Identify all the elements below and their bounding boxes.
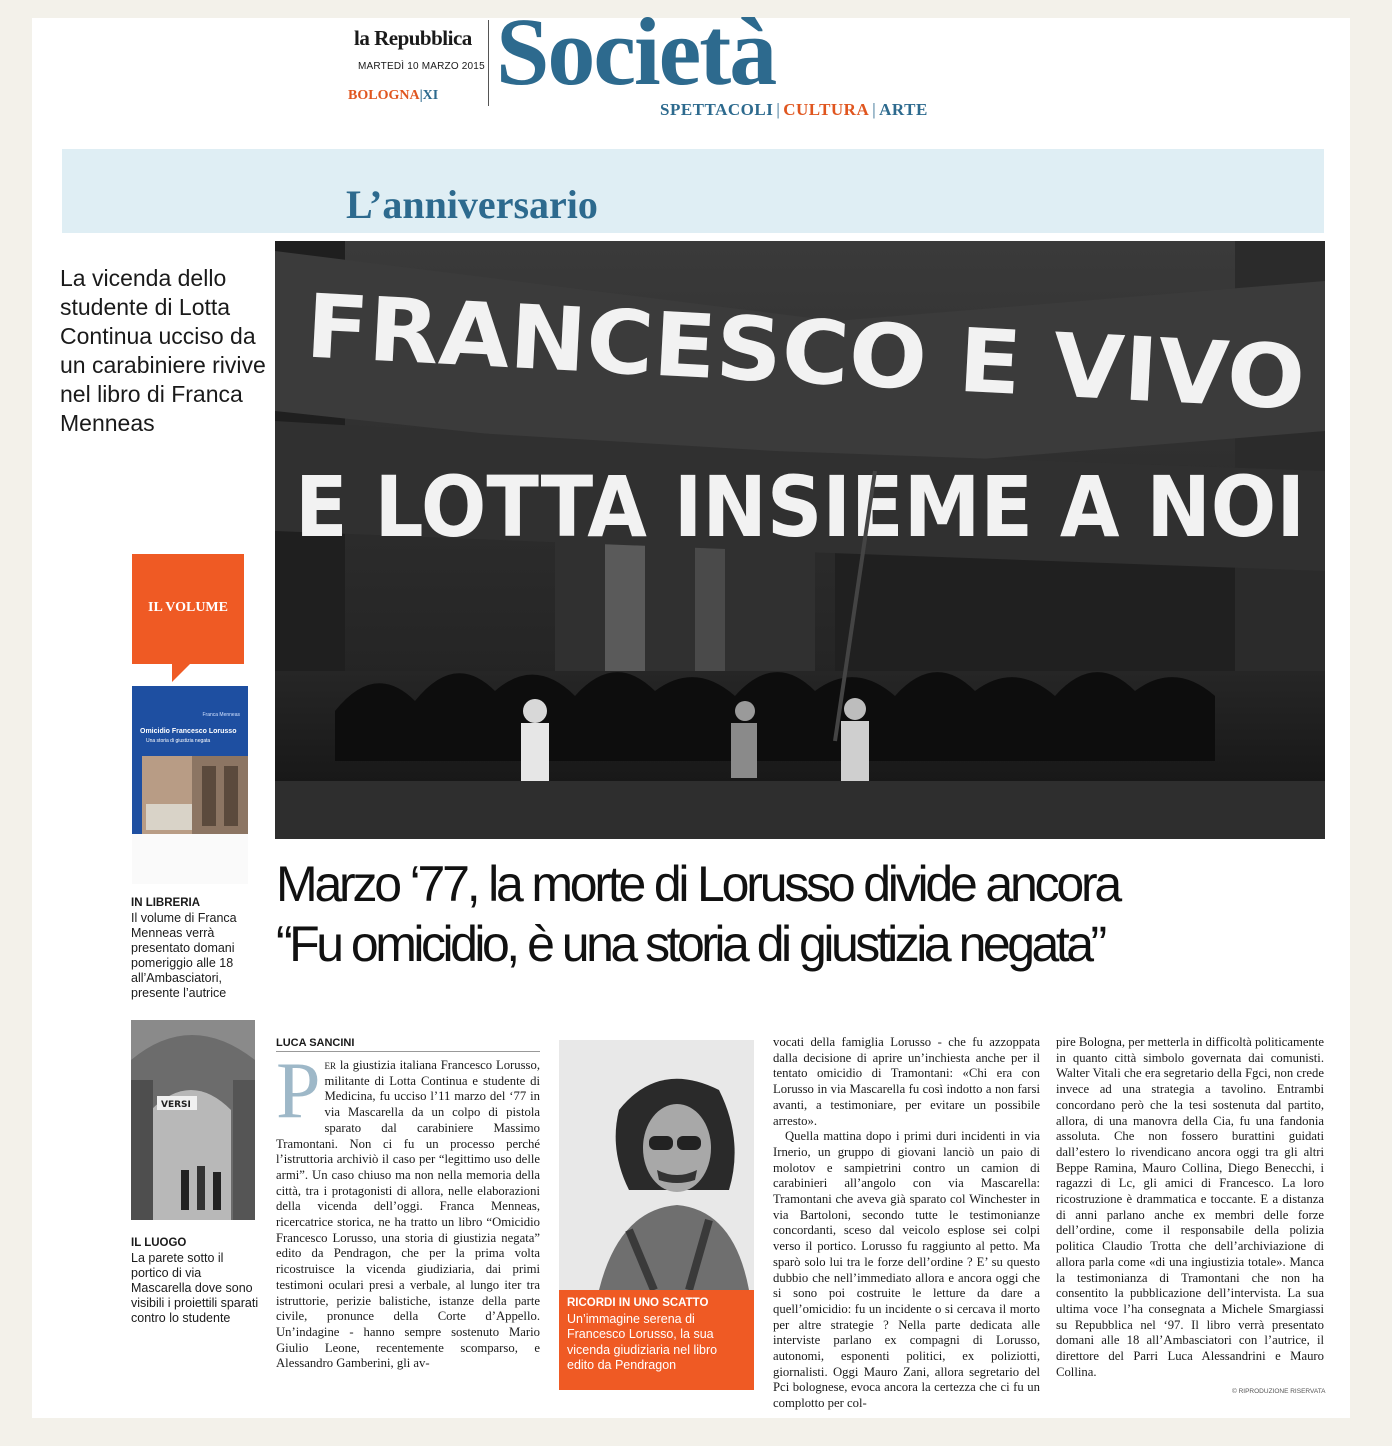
masthead-divider bbox=[488, 20, 489, 106]
issue-date: MARTEDÌ 10 MARZO 2015 bbox=[358, 61, 485, 72]
edition-city: BOLOGNA bbox=[348, 88, 420, 103]
volume-caption bbox=[131, 896, 261, 1001]
sub-cultura: CULTURA bbox=[783, 100, 870, 119]
article-paragraph bbox=[276, 1047, 540, 1372]
volume-label: IL VOLUME bbox=[148, 600, 228, 615]
book-cover bbox=[132, 686, 248, 834]
article-column-2 bbox=[773, 1035, 1040, 1412]
article-summary: La vicenda dello studente di Lotta Continua ucciso da un carabiniere rivive nel libro di Franca Menneas bbox=[60, 265, 266, 436]
masthead bbox=[282, 0, 1108, 146]
volume-label-box bbox=[132, 554, 244, 664]
main-photo bbox=[275, 241, 1325, 839]
byline: LUCA SANCINI bbox=[276, 1037, 540, 1052]
rubric-title: L’anniversario bbox=[346, 182, 598, 227]
copyright: © RIPRODUZIONE RISERVATA bbox=[1232, 1388, 1326, 1395]
article-column-1 bbox=[276, 1047, 540, 1372]
book-cover-photo bbox=[132, 686, 248, 834]
article-paragraph: pire Bologna, per metterla in difficoltà politicamente in quanto città simbolo governata dai comunisti. Walter Vitali che era segretario della Fgci, non crede invece ad una strategia a tavolino. Entrambi concordano però che la tesi sostenuta dal partito, allora, di una manovra della Cia, fu una fandonia assoluta. Che non fossero burattini guidati dall’estero lo rivendicano ancora oggi tra gli altri Beppe Ramina, Mauro Collina, Diego Benecchi, i ragazzi di Lc, gli amici di Francesco. La loro ricostruzione è drammatica e toccante. E a distanza di anni parlano anche ex membri delle forze dell’ordine, come il responsabile della polizia politica Claudio Trotta che dell’archiviazione di allora parla come «di una ingiustizia totale». Manca la testimonianza di Tramontani che non ha consentito la pubblicazione dell’intervista. La sua ultima voce l’ha consegnata a Michele Smargiassi su Repubblica nel ‘97. Il libro verrà presentato domani alle 18 all’Ambasciatori con l’autrice, il direttore del Parri Luca Alessandrini e Mauro Collina. bbox=[1056, 1035, 1324, 1379]
luogo-caption bbox=[131, 1236, 261, 1326]
banner-text-line1: FRANCESCO E VIVO bbox=[303, 274, 1269, 428]
banner-text-line2: E LOTTA INSIEME A NOI bbox=[295, 458, 1305, 556]
article-column-3 bbox=[1056, 1035, 1324, 1380]
lead-word: er bbox=[324, 1058, 337, 1072]
portrait-caption-text: Un’immagine serena di Francesco Lorusso, la sua vicenda giudiziaria nel libro edito da Pendragon bbox=[567, 1311, 718, 1372]
demonstration-photo bbox=[275, 241, 1325, 839]
edition-label: BOLOGNA|XI bbox=[348, 88, 439, 103]
sub-spettacoli: SPETTACOLI bbox=[660, 100, 774, 119]
dropcap: P bbox=[276, 1047, 321, 1135]
book-cover-footer bbox=[132, 834, 248, 884]
volume-caption-text: Il volume di Franca Menneas verrà presentato domani pomeriggio alle 18 all’Ambasciatori, presente l’autrice bbox=[131, 911, 237, 1000]
portrait-caption bbox=[559, 1290, 754, 1390]
volume-caption-heading: IN LIBRERIA bbox=[131, 897, 200, 909]
paper-name: la Repubblica bbox=[354, 26, 472, 50]
page-number: XI bbox=[422, 88, 439, 103]
newspaper-page bbox=[32, 0, 1350, 1418]
article-paragraph: Quella mattina dopo i primi duri incidenti in via Irnerio, un gruppo di giovani lanciò un paio di molotov e sampietrini contro un camion di carabinieri all’angolo con via Mascarella: Tramontani che aveva già sparato col Winchester in via Bartoloni, secondo tutte le testimonianze concordanti, sceso dal veicolo esplose sei colpi verso il portico. Lorusso fu raggiunto al petto. Ma sparò solo lui tra le forze dell’ordine ? E’ su questo dubbio che nell’immediato allora e ancora oggi che si sono poi costruite le letture da dare a quell’omicidio: fu un incidente o si cercava il morto per altre strategie ? Nella parte dedicata alle interviste parlano ex compagni di Lorusso, autonomi, esponenti politici, ex poliziotti, giornalisti. Oggi Mauro Zani, allora segretario del Pci bolognese, evoca ancora la certezza che ci fu un complotto per col- bbox=[773, 1129, 1040, 1411]
section-subtitle: SPETTACOLI | CULTURA | ARTE bbox=[660, 100, 928, 119]
section-title: Società bbox=[496, 0, 776, 105]
headline-line2: “Fu omicidio, è una storia di giustizia negata” bbox=[276, 916, 1104, 972]
book-subtitle: Una storia di giustizia negata bbox=[146, 738, 211, 744]
luogo-caption-text: La parete sotto il portico di via Mascarella dove sono visibili i proiettili sparati contro lo studente bbox=[131, 1251, 259, 1325]
portrait-caption-heading: RICORDI IN UNO SCATTO bbox=[567, 1297, 709, 1309]
luogo-caption-heading: IL LUOGO bbox=[131, 1237, 187, 1249]
portrait-photo bbox=[559, 1040, 754, 1290]
portico-photo bbox=[131, 1020, 255, 1220]
article-paragraph: vocati della famiglia Lorusso - che fu azzoppata dalla decisione di aprire un’inchiesta anche per il tentato omicidio di Tramontani: «Chi era con Lorusso in via Mascarella fu così indotto a non farsi avanti, a testimoniare, per evitare un possibile arresto». bbox=[773, 1035, 1040, 1128]
rubric-band bbox=[62, 149, 1324, 233]
headline-line1: Marzo ‘77, la morte di Lorusso divide ancora bbox=[276, 856, 1120, 912]
column-1-text: la giustizia italiana Francesco Lorusso, militante di Lotta Continua e studente di Medicina, fu ucciso l’11 marzo del ‘77 in via Mascarella da un colpo di pistola sparato dal carabiniere Massimo Tramontani. Non ci fu un processo perché l’istruttoria archiviò il caso per “legittimo uso delle armi”. Un caso chiuso ma non nella memoria della città, tra i protagonisti di allora, nelle elaborazioni della vicenda dell’oggi. Franca Menneas, ricercatrice storica, ne ha tratto un libro “Omicidio Francesco Lorusso, una storia di giustizia negata” edito da Pendragon, che per la prima volta ricostruisce la vicenda giudiziaria, dai primi testimoni oculari presi a verbale, al lungo iter tra istruttorie, perizie balistiche, istanze della parte civile, pronunce della Corte d’Appello. Un’indagine - hanno sempre sostenuto Mario Giulio Leone, recentemente scomparso, e Alessandro Gamberini, gli av- bbox=[276, 1058, 540, 1371]
luogo-photo bbox=[131, 1020, 255, 1220]
sub-arte: ARTE bbox=[879, 100, 928, 119]
luogo-sign: VERSI bbox=[161, 1100, 191, 1110]
volume-label-tail bbox=[172, 664, 190, 682]
book-author: Franca Menneas bbox=[202, 712, 240, 718]
book-title: Omicidio Francesco Lorusso bbox=[140, 728, 237, 735]
lorusso-portrait bbox=[559, 1040, 754, 1290]
headline bbox=[276, 854, 1326, 974]
